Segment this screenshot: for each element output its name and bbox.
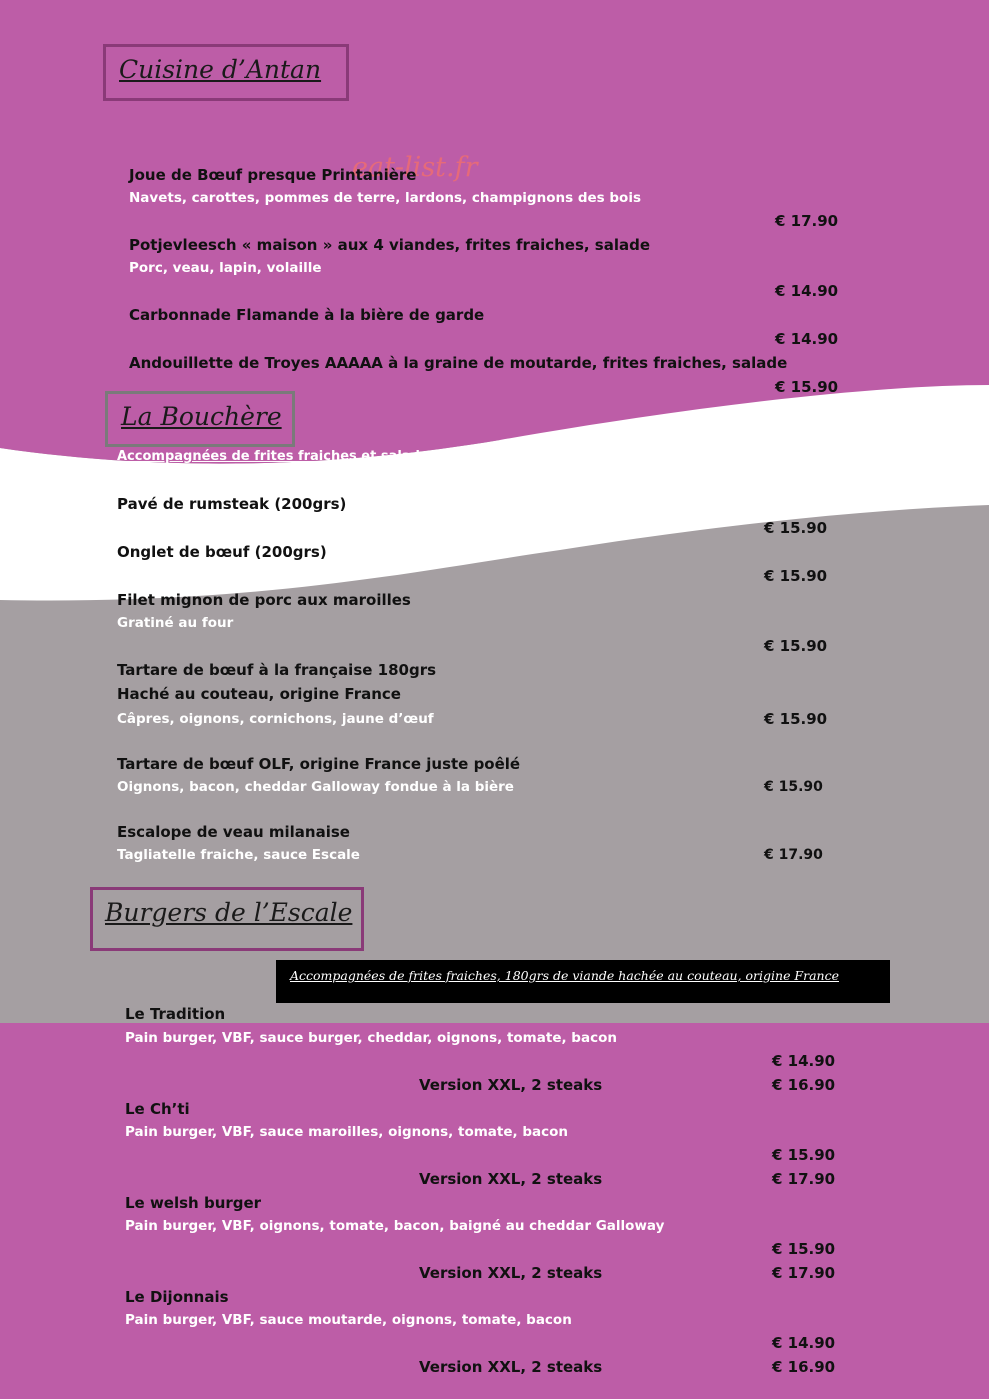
- burger-4-xxl-label: Version XXL, 2 steaks: [419, 1358, 603, 1376]
- bouchere-item-4-name-line2: Haché au couteau, origine France: [117, 685, 401, 703]
- burger-2-desc: Pain burger, VBF, sauce maroilles, oignons, tomate, bacon: [125, 1124, 569, 1140]
- burger-3-xxl-label: Version XXL, 2 steaks: [419, 1264, 603, 1282]
- bouchere-item-1-name: Pavé de rumsteak (200grs): [117, 495, 347, 513]
- burger-2-name: Le Ch’ti: [125, 1100, 190, 1118]
- antan-item-2-desc: Porc, veau, lapin, volaille: [129, 260, 322, 276]
- antan-item-2-price: € 14.90: [775, 282, 839, 300]
- burger-4-name: Le Dijonnais: [125, 1288, 229, 1306]
- burger-4-desc: Pain burger, VBF, sauce moutarde, oignons, tomate, bacon: [125, 1312, 572, 1328]
- antan-item-4-price: € 15.90: [775, 378, 839, 396]
- antan-item-4-name: Andouillette de Troyes AAAAA à la graine de moutarde, frites fraiches, salade: [129, 354, 788, 372]
- burgers-banner: Accompagnées de frites fraiches, 180grs de viande hachée au couteau, origine France: [276, 960, 890, 1003]
- bouchere-item-4-price: € 15.90: [764, 710, 828, 728]
- bouchere-item-6-desc: Tagliatelle fraiche, sauce Escale: [117, 847, 360, 863]
- bouchere-item-6-price: € 17.90: [764, 847, 823, 863]
- bouchere-item-2-price: € 15.90: [764, 567, 828, 585]
- bouchere-item-3-price: € 15.90: [764, 637, 828, 655]
- burger-3-name: Le welsh burger: [125, 1194, 262, 1212]
- antan-item-1-price: € 17.90: [775, 212, 839, 230]
- bouchere-subtitle: Accompagnées de frites fraiches et salade: [117, 449, 429, 464]
- burger-1-desc: Pain burger, VBF, sauce burger, cheddar, oignons, tomate, bacon: [125, 1030, 617, 1046]
- burger-1-xxl-price: € 16.90: [772, 1076, 836, 1094]
- bouchere-item-1-price: € 15.90: [764, 519, 828, 537]
- bouchere-item-3-name: Filet mignon de porc aux maroilles: [117, 591, 411, 609]
- bouchere-item-5-desc: Oignons, bacon, cheddar Galloway fondue à la bière: [117, 779, 514, 795]
- antan-title: Cuisine d’Antan: [119, 55, 322, 84]
- burger-2-xxl-price: € 17.90: [772, 1170, 836, 1188]
- antan-item-1-desc: Navets, carottes, pommes de terre, lardons, champignons des bois: [129, 190, 641, 206]
- burger-4-xxl-price: € 16.90: [772, 1358, 836, 1376]
- burgers-title: Burgers de l’Escale: [105, 898, 353, 927]
- bouchere-item-3-desc: Gratiné au four: [117, 615, 234, 631]
- bouchere-title: La Bouchère: [121, 402, 282, 431]
- burger-3-xxl-price: € 17.90: [772, 1264, 836, 1282]
- bouchere-item-2-name: Onglet de bœuf (200grs): [117, 543, 327, 561]
- burger-1-xxl-label: Version XXL, 2 steaks: [419, 1076, 603, 1094]
- burger-1-name: Le Tradition: [125, 1005, 226, 1023]
- bouchere-item-5-price: € 15.90: [764, 779, 823, 795]
- antan-item-3-price: € 14.90: [775, 330, 839, 348]
- bouchere-item-4-name: Tartare de bœuf à la française 180grs: [117, 661, 437, 679]
- burger-1-price: € 14.90: [772, 1052, 836, 1070]
- burger-3-desc: Pain burger, VBF, oignons, tomate, bacon, baigné au cheddar Galloway: [125, 1218, 665, 1234]
- bouchere-item-4-desc: Câpres, oignons, cornichons, jaune d’œuf: [117, 711, 434, 727]
- bouchere-item-5-name: Tartare de bœuf OLF, origine France juste poêlé: [117, 755, 521, 773]
- antan-item-3-name: Carbonnade Flamande à la bière de garde: [129, 306, 485, 324]
- antan-item-1-name: Joue de Bœuf presque Printanière: [129, 166, 417, 184]
- antan-item-2-name: Potjevleesch « maison » aux 4 viandes, frites fraiches, salade: [129, 236, 651, 254]
- burger-2-xxl-label: Version XXL, 2 steaks: [419, 1170, 603, 1188]
- burger-3-price: € 15.90: [772, 1240, 836, 1258]
- burger-4-price: € 14.90: [772, 1334, 836, 1352]
- burger-2-price: € 15.90: [772, 1146, 836, 1164]
- watermark: eat-list.fr: [352, 152, 478, 183]
- bouchere-item-6-name: Escalope de veau milanaise: [117, 823, 350, 841]
